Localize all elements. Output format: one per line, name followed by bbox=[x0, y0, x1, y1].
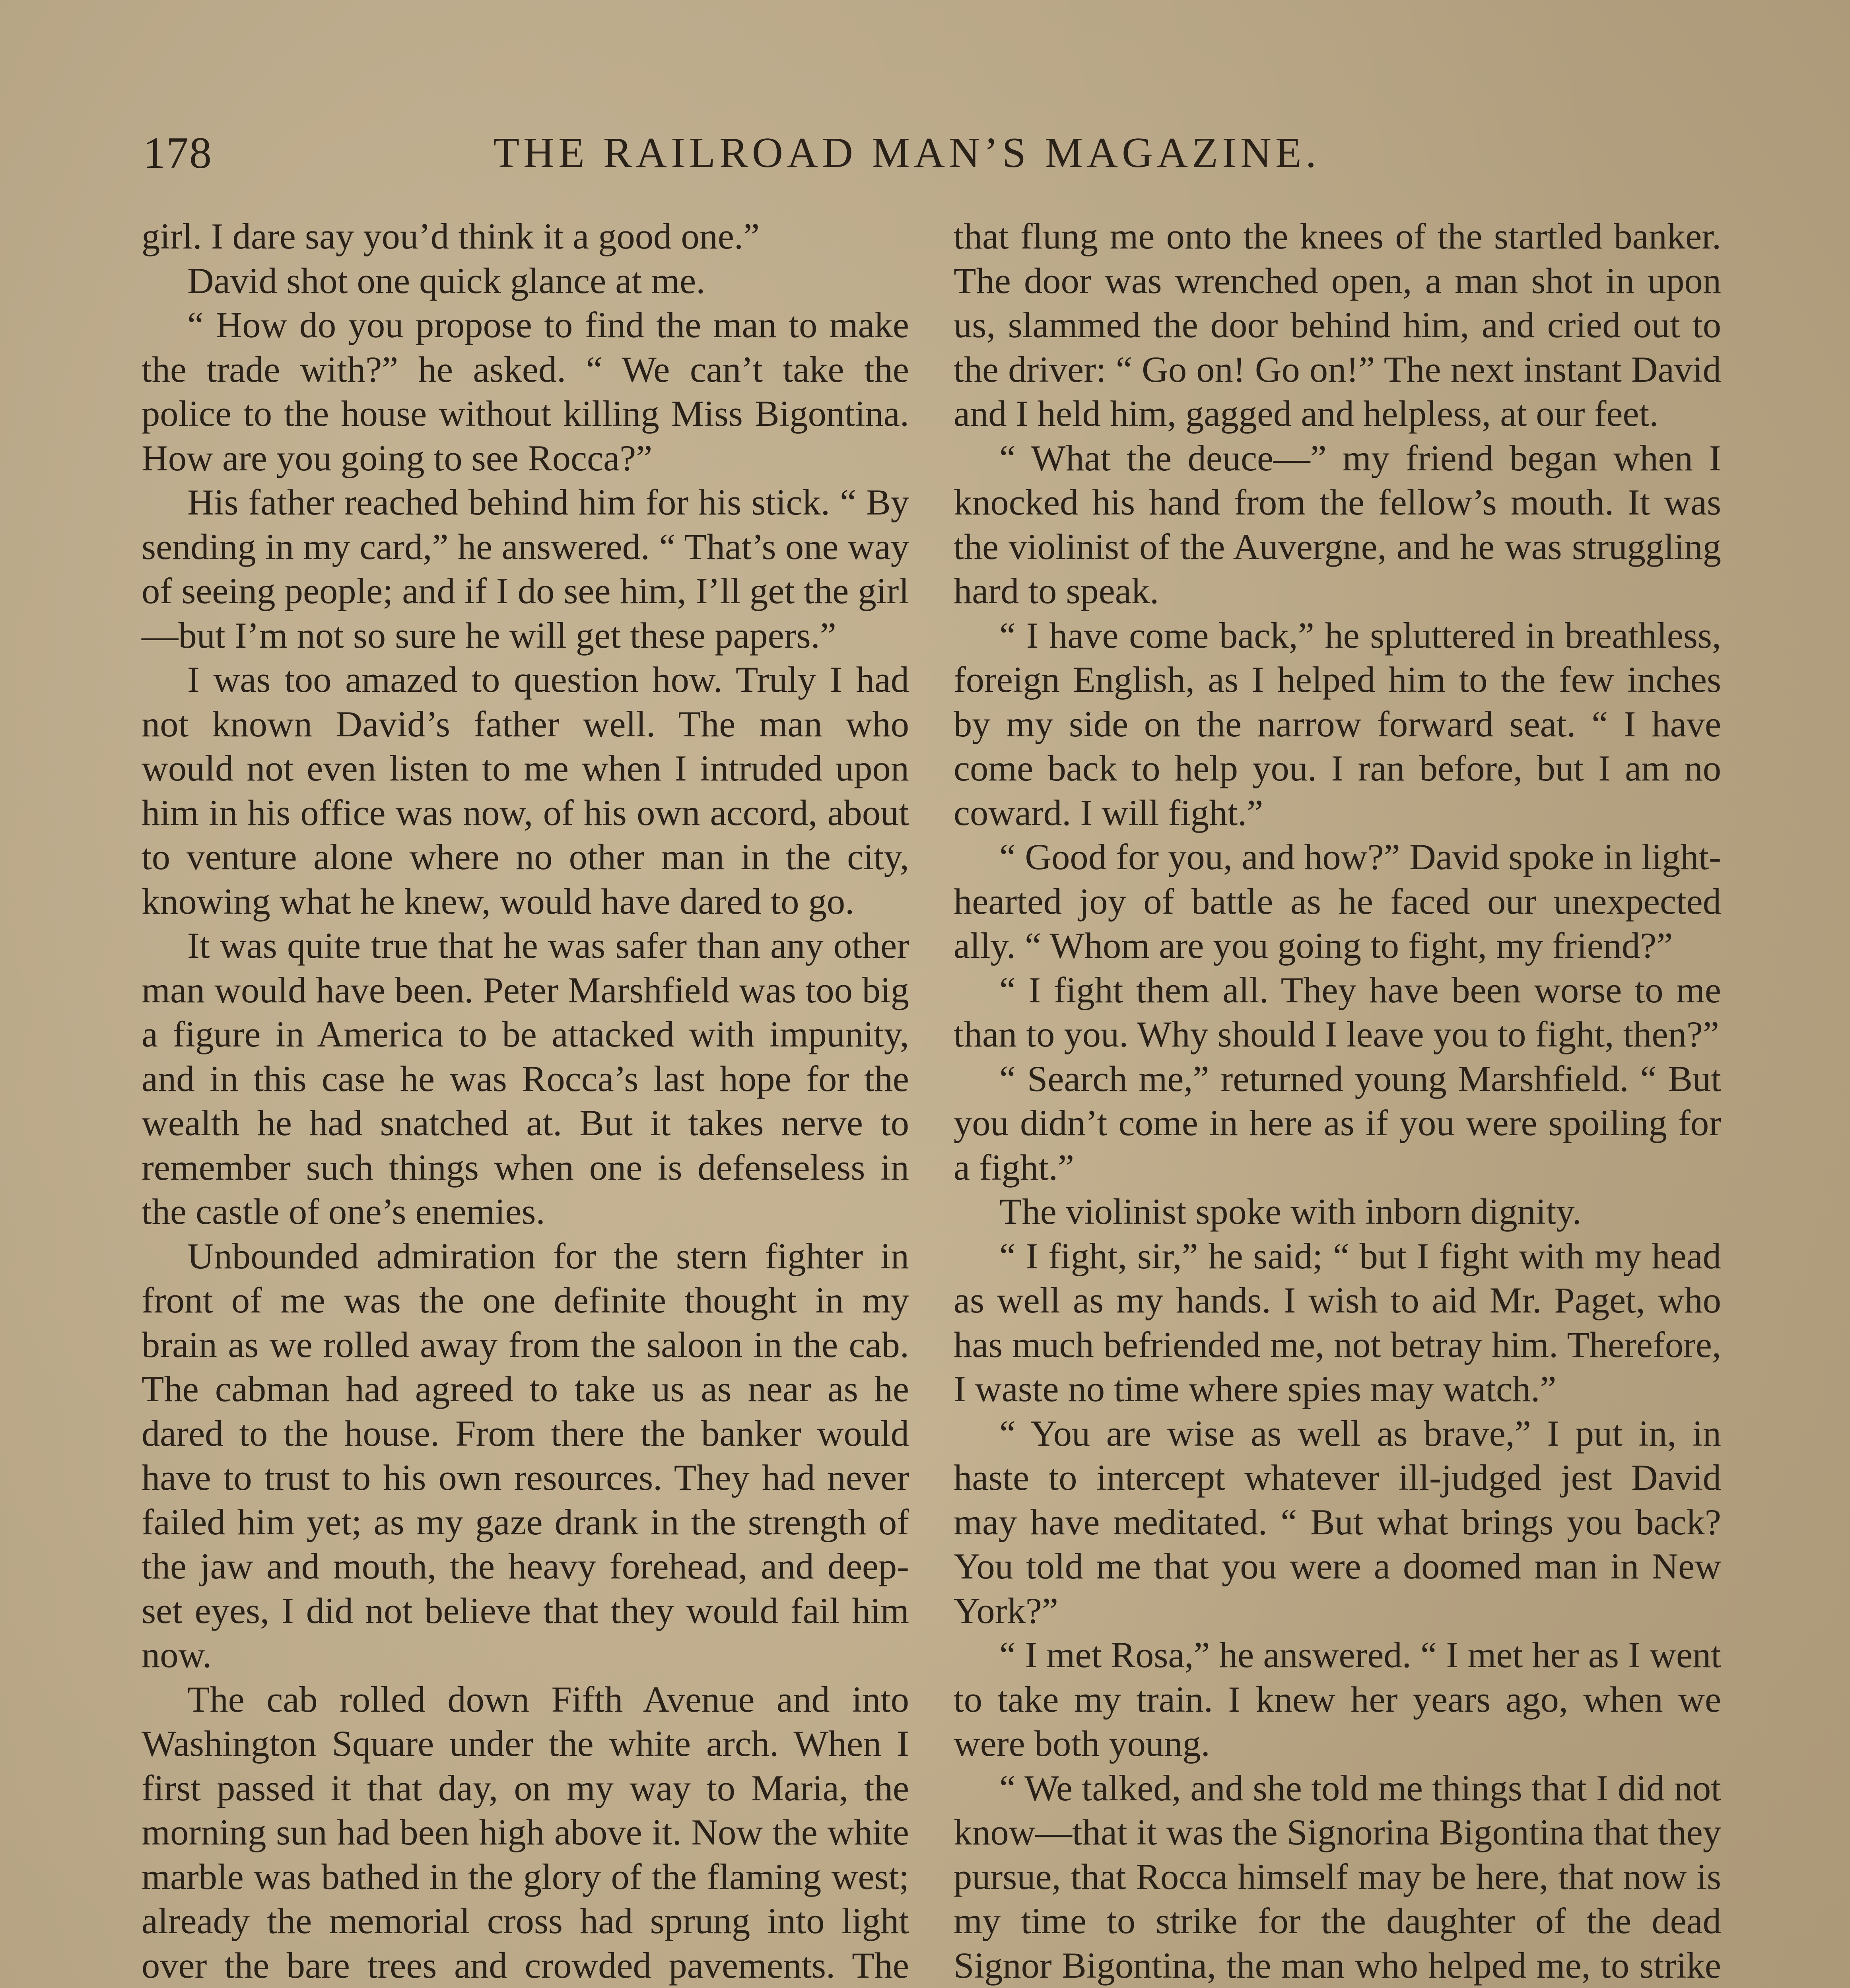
paragraph: “ We talked, and she told me things that I did not know—that it was the Signorina Bigontina that they pursue, that Rocca himself may be here, that now is my time to strike for the daughter of the dead Signor Bigontina, the man who helped me, to strike bbox=[954, 1768, 1721, 1986]
paragraph: His father reached behind him for his stick. “ By sending in my card,” he answered. “ That’s one way of seeing people; and if I do see him, I’ll get the girl —but I’m not so sure he will get these papers.” bbox=[142, 482, 909, 656]
paragraph: girl. I dare say you’d think it a good one.” bbox=[142, 216, 760, 257]
paragraph: David shot one quick glance at me. bbox=[187, 260, 705, 301]
paragraph: I was too amazed to question how. Truly I had not known David’s father well. The man who would not even listen to me when I intruded upon him in his office was now, of his own accord, about to venture alone where no other man in the city, knowing what he knew, would have dared to go. bbox=[142, 660, 909, 922]
paragraph: “ Good for you, and how?” David spoke in light-hearted joy of battle as he faced our unexpected ally. “ Whom are you going to fight, my friend?” bbox=[954, 837, 1721, 966]
paragraph: The violinist spoke with inborn dignity. bbox=[999, 1192, 1582, 1232]
paragraph: that flung me onto the knees of the startled banker. The door was wrenched open, a man shot in upon us, slammed the door behind him, and cried out to the driver: “ Go on! Go on!” The next instant David and I held him, gagged and helpless, at our feet. bbox=[954, 216, 1721, 434]
paragraph: “ Search me,” returned young Marshfield. “ But you didn’t come in here as if you were spoiling for a fight.” bbox=[954, 1058, 1721, 1188]
paragraph: “ I fight, sir,” he said; “ but I fight with my head as well as my hands. I wish to aid Mr. Paget, who has much befriended me, not betray him. Therefore, I waste no time where spies may watch.” bbox=[954, 1236, 1721, 1409]
paragraph: “ You are wise as well as brave,” I put in, in haste to intercept whatever ill-judged jest David may have meditated. “ But what brings you back? You told me that you were a doomed man in New York?” bbox=[954, 1413, 1721, 1631]
paragraph: “ What the deuce—” my friend began when I knocked his hand from the fellow’s mouth. It was the violinist of the Auvergne, and he was struggling hard to speak. bbox=[954, 438, 1721, 612]
paragraph: The cab rolled down Fifth Avenue and into Washington Square under the white arch. When I first passed it that day, on my way to Maria, the morning sun had been high above it. Now the white marble was bathed in the glory of the flaming west; already the memorial cross had sprung into light over the bare trees and crowded pavements. The bbox=[142, 1679, 909, 1986]
right-column bbox=[954, 215, 1721, 1988]
paragraph: “ I met Rosa,” he answered. “ I met her as I went to take my train. I knew her years ago, when we were both young. bbox=[954, 1635, 1721, 1764]
paragraph: “ How do you propose to find the man to make the trade with?” he asked. “ We can’t take the police to the house without killing Miss Bigontina. How are you going to see Rocca?” bbox=[142, 305, 909, 479]
page-number: 178 bbox=[143, 128, 212, 178]
running-title: THE RAILROAD MAN’S MAGAZINE. bbox=[493, 129, 1320, 177]
paragraph: Unbounded admiration for the stern fighter in front of me was the one definite thought in my brain as we rolled away from the saloon in the cab. The cabman had agreed to take us as near as he dared to the house. From there the banker would have to trust to his own resources. They had never failed him yet; as my gaze drank in the strength of the jaw and mouth, the heavy forehead, and deep-set eyes, I did not believe that they would fail him now. bbox=[142, 1236, 909, 1675]
paragraph: It was quite true that he was safer than any other man would have been. Peter Marshfield was too big a figure in America to be attacked with impunity, and in this case he was Rocca’s last hope for the wealth he had snatched at. But it takes nerve to remember such things when one is defenseless in the castle of one’s enemies. bbox=[142, 926, 909, 1232]
page-header bbox=[143, 123, 1718, 183]
left-column bbox=[142, 215, 909, 1988]
paragraph: “ I have come back,” he spluttered in breathless, foreign English, as I helped him to the few inches by my side on the narrow forward seat. “ I have come back to help you. I ran before, but I am no coward. I will fight.” bbox=[954, 615, 1721, 833]
paragraph: “ I fight them all. They have been worse to me than to you. Why should I leave you to fight, then?” bbox=[954, 970, 1721, 1055]
